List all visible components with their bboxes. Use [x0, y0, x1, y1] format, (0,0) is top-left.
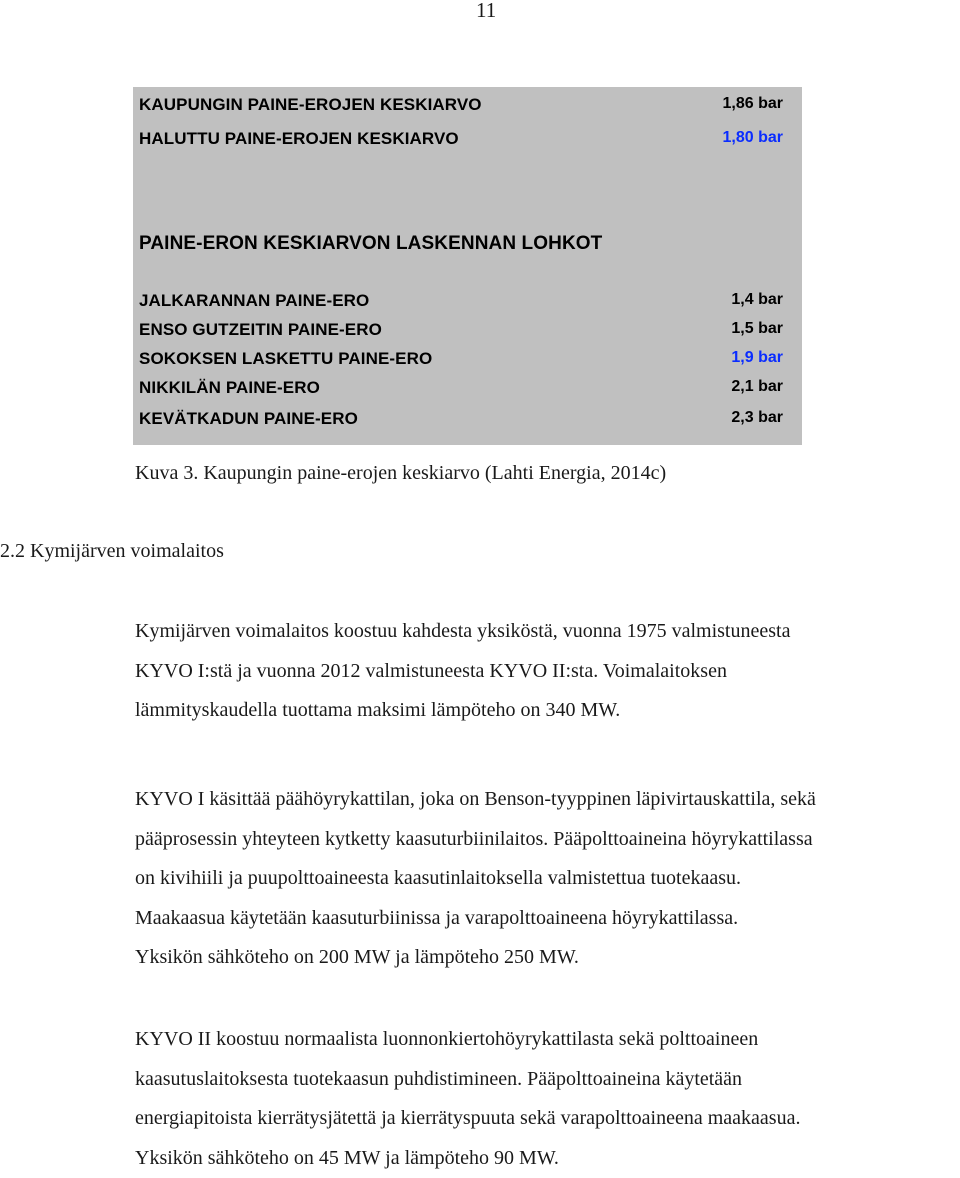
paragraph-line: Yksikön sähköteho on 200 MW ja lämpöteho 250 MW. [135, 938, 955, 978]
figure-block-value: 1,9 bar [731, 349, 783, 367]
figure-block-value: 2,1 bar [731, 378, 783, 396]
paragraph-line: Yksikön sähköteho on 45 MW ja lämpöteho 90 MW. [135, 1139, 955, 1178]
figure-row [133, 95, 802, 119]
paragraph-line: on kivihiili ja puupolttoaineesta kaasutinlaitoksella valmistettua tuotekaasu. [135, 859, 955, 899]
figure-block-label: KEVÄTKADUN PAINE-ERO [139, 409, 358, 429]
page-number: 11 [476, 0, 496, 23]
figure-caption: Kuva 3. Kaupungin paine-erojen keskiarvo (Lahti Energia, 2014c) [135, 462, 666, 485]
paragraph-line: Maakaasua käytetään kaasuturbiinissa ja varapolttoaineena höyrykattilassa. [135, 899, 955, 939]
paragraph-line: KYVO I käsittää päähöyrykattilan, joka on Benson-tyyppinen läpivirtauskattila, sekä [135, 780, 955, 820]
paragraph [135, 780, 955, 978]
figure-row-label: KAUPUNGIN PAINE-EROJEN KESKIARVO [139, 95, 482, 115]
figure-block-row [133, 378, 802, 402]
figure-block-row [133, 409, 802, 433]
paragraph-line: KYVO II koostuu normaalista luonnonkiertohöyrykattilasta sekä polttoaineen [135, 1020, 955, 1060]
section-heading: 2.2 Kymijärven voimalaitos [0, 540, 224, 563]
paragraph-line: lämmityskaudella tuottama maksimi lämpöteho on 340 MW. [135, 691, 955, 731]
figure-block-value: 1,5 bar [731, 320, 783, 338]
paragraph [135, 612, 955, 731]
figure-block-row [133, 320, 802, 344]
figure-block-label: ENSO GUTZEITIN PAINE-ERO [139, 320, 382, 340]
figure-section-title: PAINE-ERON KESKIARVON LASKENNAN LOHKOT [139, 233, 602, 255]
figure-section-title-row [133, 233, 802, 257]
figure-row-label: HALUTTU PAINE-EROJEN KESKIARVO [139, 129, 459, 149]
paragraph-line: pääprosessin yhteyteen kytketty kaasuturbiinilaitos. Pääpolttoaineina höyrykattilassa [135, 820, 955, 860]
figure-block-row [133, 349, 802, 373]
figure-block-label: SOKOKSEN LASKETTU PAINE-ERO [139, 349, 432, 369]
paragraph-line: Kymijärven voimalaitos koostuu kahdesta yksiköstä, vuonna 1975 valmistuneesta [135, 612, 955, 652]
paragraph-line: energiapitoista kierrätysjätettä ja kierrätyspuuta sekä varapolttoaineena maakaasua. [135, 1099, 955, 1139]
figure-row-value: 1,80 bar [723, 129, 783, 147]
figure-block-value: 2,3 bar [731, 409, 783, 427]
figure-block-label: JALKARANNAN PAINE-ERO [139, 291, 369, 311]
paragraph-line: KYVO I:stä ja vuonna 2012 valmistuneesta KYVO II:sta. Voimalaitoksen [135, 652, 955, 692]
paragraph-line: kaasutuslaitoksesta tuotekaasun puhdistimineen. Pääpolttoaineina käytetään [135, 1060, 955, 1100]
figure-row [133, 129, 802, 153]
pressure-figure [133, 87, 802, 445]
figure-block-row [133, 291, 802, 315]
paragraph [135, 1020, 955, 1178]
figure-block-value: 1,4 bar [731, 291, 783, 309]
figure-block-label: NIKKILÄN PAINE-ERO [139, 378, 320, 398]
figure-row-value: 1,86 bar [723, 95, 783, 113]
